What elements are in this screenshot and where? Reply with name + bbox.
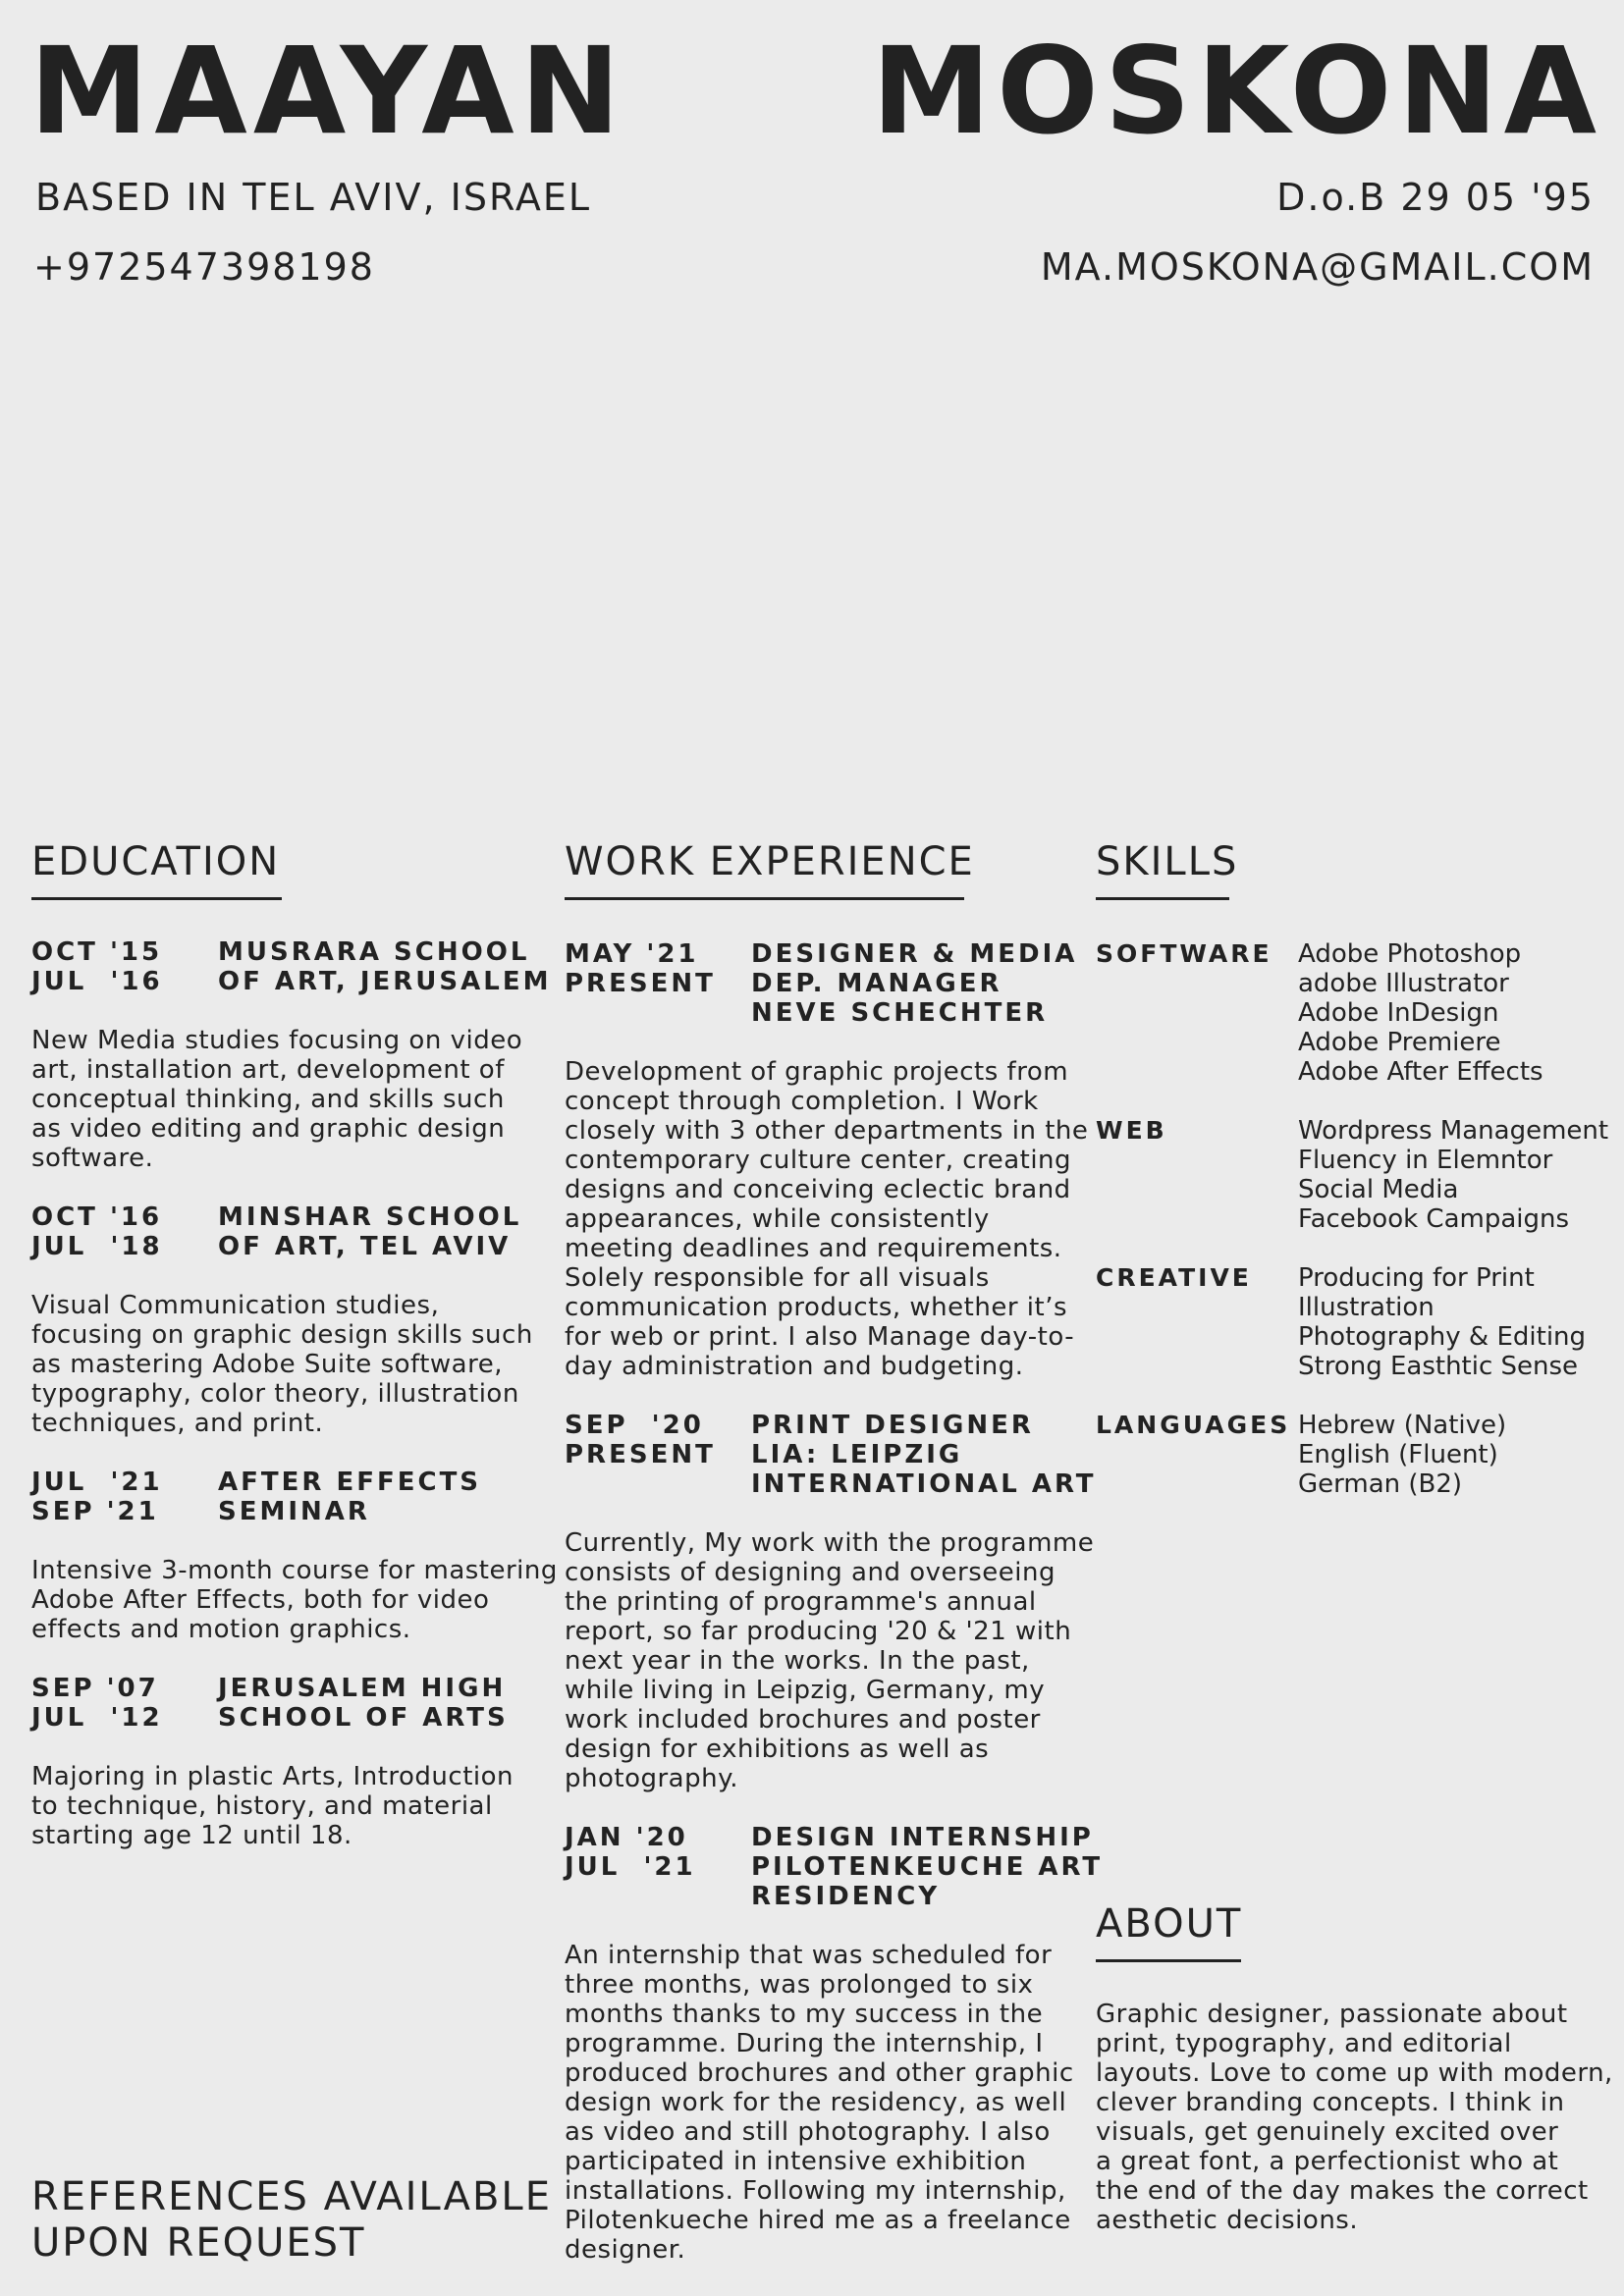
education-entry <box>31 1674 542 1850</box>
skill-row <box>1096 1411 1616 1499</box>
work-entry <box>565 939 1089 1381</box>
skill-item: Producing for Print <box>1298 1263 1535 1293</box>
work-entry-header <box>565 1411 1097 1499</box>
skill-category: SOFTWARE <box>1096 939 1272 968</box>
education-description: Intensive 3-month course for mastering Adobe After Effects, both for video effects and motion graphics. <box>31 1556 558 1644</box>
skill-item: Fluency in Elemntor <box>1298 1146 1553 1175</box>
last-name: MOSKONA <box>871 22 1602 161</box>
work-dates: MAY '21 PRESENT <box>565 939 716 998</box>
education-dates: SEP '07 JUL '12 <box>31 1674 163 1733</box>
education-description: Visual Communication studies, focusing on graphic design skills such as mastering Adobe Suite software, typography, color theory, illustration techniques, and print. <box>31 1291 533 1438</box>
skill-items <box>1298 1116 1608 1234</box>
skill-item: Wordpress Management <box>1298 1116 1609 1146</box>
education-entry-header <box>31 1202 542 1261</box>
skill-row <box>1096 1263 1616 1381</box>
skill-item: Adobe Photoshop <box>1298 939 1522 969</box>
skill-category: LANGUAGES <box>1096 1411 1291 1439</box>
skill-item: Adobe Premiere <box>1298 1028 1501 1057</box>
work-title: PRINT DESIGNER LIA: LEIPZIG INTERNATIONAL ART <box>751 1411 1097 1499</box>
work-dates: SEP '20 PRESENT <box>565 1411 716 1469</box>
email-address: MA.MOSKONA@GMAIL.COM <box>1040 245 1595 289</box>
education-title: MINSHAR SCHOOL OF ART, TEL AVIV <box>218 1202 522 1261</box>
first-name: MAAYAN <box>29 22 626 161</box>
work-description: Currently, My work with the programme consists of designing and overseeing the printing of programme's annual report, so far producing '20 & '21 with next year in the works. In the past, while living in Leipzig, Germany, my work included brochures and poster design for exhibitions as well as photography. <box>565 1528 1095 1793</box>
date-of-birth: D.o.B 29 05 '95 <box>1276 176 1595 219</box>
skill-item: English (Fluent) <box>1298 1440 1498 1469</box>
education-entry-header <box>31 1674 542 1733</box>
work-title: DESIGNER & MEDIA DEP. MANAGER NEVE SCHECHTER <box>751 939 1078 1028</box>
location: BASED IN TEL AVIV, ISRAEL <box>35 176 592 219</box>
skill-item: Illustration <box>1298 1293 1435 1322</box>
about-section <box>1096 1901 1616 2235</box>
skill-item: German (B2) <box>1298 1469 1463 1499</box>
phone-number: +972547398198 <box>33 245 375 289</box>
skill-items <box>1298 939 1543 1087</box>
skills-section <box>1096 839 1616 1528</box>
education-dates: JUL '21 SEP '21 <box>31 1468 163 1526</box>
education-description: New Media studies focusing on video art, installation art, development of conceptual thinking, and skills such as video editing and graphic design software. <box>31 1026 523 1173</box>
education-entry-header <box>31 1468 542 1526</box>
references-note: REFERENCES AVAILABLE UPON REQUEST <box>31 2174 552 2266</box>
skill-item: Strong Easthtic Sense <box>1298 1352 1579 1381</box>
work-description: An internship that was scheduled for three months, was prolonged to six months thanks to my success in the programme. During the internship, I produced brochures and other graphic design work for the residency, as well as video and still photography. I also participated in intensive exhibition installations. Following my internship, Pilotenkueche hired me as a freelance designer. <box>565 1941 1074 2265</box>
about-heading: ABOUT <box>1096 1904 1241 1962</box>
about-text: Graphic designer, passionate about print, typography, and editorial layouts. Love to come up with modern, clever branding concepts. I think in visuals, get genuinely excited over a great font, a perfectionist who at the end of the day makes the correct aesthetic decisions. <box>1096 2000 1613 2235</box>
education-entry <box>31 1202 542 1438</box>
education-dates: OCT '15 JUL '16 <box>31 937 163 996</box>
work-entry <box>565 1411 1097 1793</box>
education-dates: OCT '16 JUL '18 <box>31 1202 163 1261</box>
skill-category: WEB <box>1096 1116 1167 1145</box>
work-description: Development of graphic projects from concept through completion. I Work closely with 3 other departments in the contemporary culture center, creating designs and conceiving eclectic brand appearances, while consistently meeting deadlines and requirements. Solely responsible for all visuals communication products, whether it’s for web or print. I also Manage day-to- day administration and budgeting. <box>565 1057 1089 1381</box>
skill-item: Facebook Campaigns <box>1298 1204 1570 1234</box>
skill-item: Hebrew (Native) <box>1298 1411 1507 1440</box>
skills-heading: SKILLS <box>1096 842 1229 900</box>
education-entry <box>31 937 552 1173</box>
education-section <box>31 839 558 1880</box>
work-title: DESIGN INTERNSHIP PILOTENKEUCHE ART RESIDENCY <box>751 1823 1104 1911</box>
skill-item: Adobe InDesign <box>1298 998 1499 1028</box>
work-dates: JAN '20 JUL '21 <box>565 1823 696 1882</box>
education-title: JERUSALEM HIGH SCHOOL OF ARTS <box>218 1674 509 1733</box>
skill-row <box>1096 1116 1616 1234</box>
skill-item: Social Media <box>1298 1175 1459 1204</box>
skill-item: Photography & Editing <box>1298 1322 1587 1352</box>
skill-items <box>1298 1411 1506 1499</box>
work-entry-header <box>565 939 1078 1028</box>
skill-row <box>1096 939 1616 1087</box>
work-experience-heading: WORK EXPERIENCE <box>565 842 964 900</box>
education-title: MUSRARA SCHOOL OF ART, JERUSALEM <box>218 937 552 996</box>
work-entry <box>565 1823 1104 2265</box>
skill-item: Adobe After Effects <box>1298 1057 1543 1087</box>
work-entry-header <box>565 1823 1104 1911</box>
education-heading: EDUCATION <box>31 842 282 900</box>
education-description: Majoring in plastic Arts, Introduction to technique, history, and material starting age 12 until 18. <box>31 1762 514 1850</box>
education-title: AFTER EFFECTS SEMINAR <box>218 1468 482 1526</box>
education-entry <box>31 1468 558 1644</box>
work-experience-section <box>565 839 1104 2294</box>
skill-category: CREATIVE <box>1096 1263 1252 1292</box>
education-entry-header <box>31 937 552 996</box>
skill-items <box>1298 1263 1586 1381</box>
skill-item: adobe Illustrator <box>1298 969 1509 998</box>
